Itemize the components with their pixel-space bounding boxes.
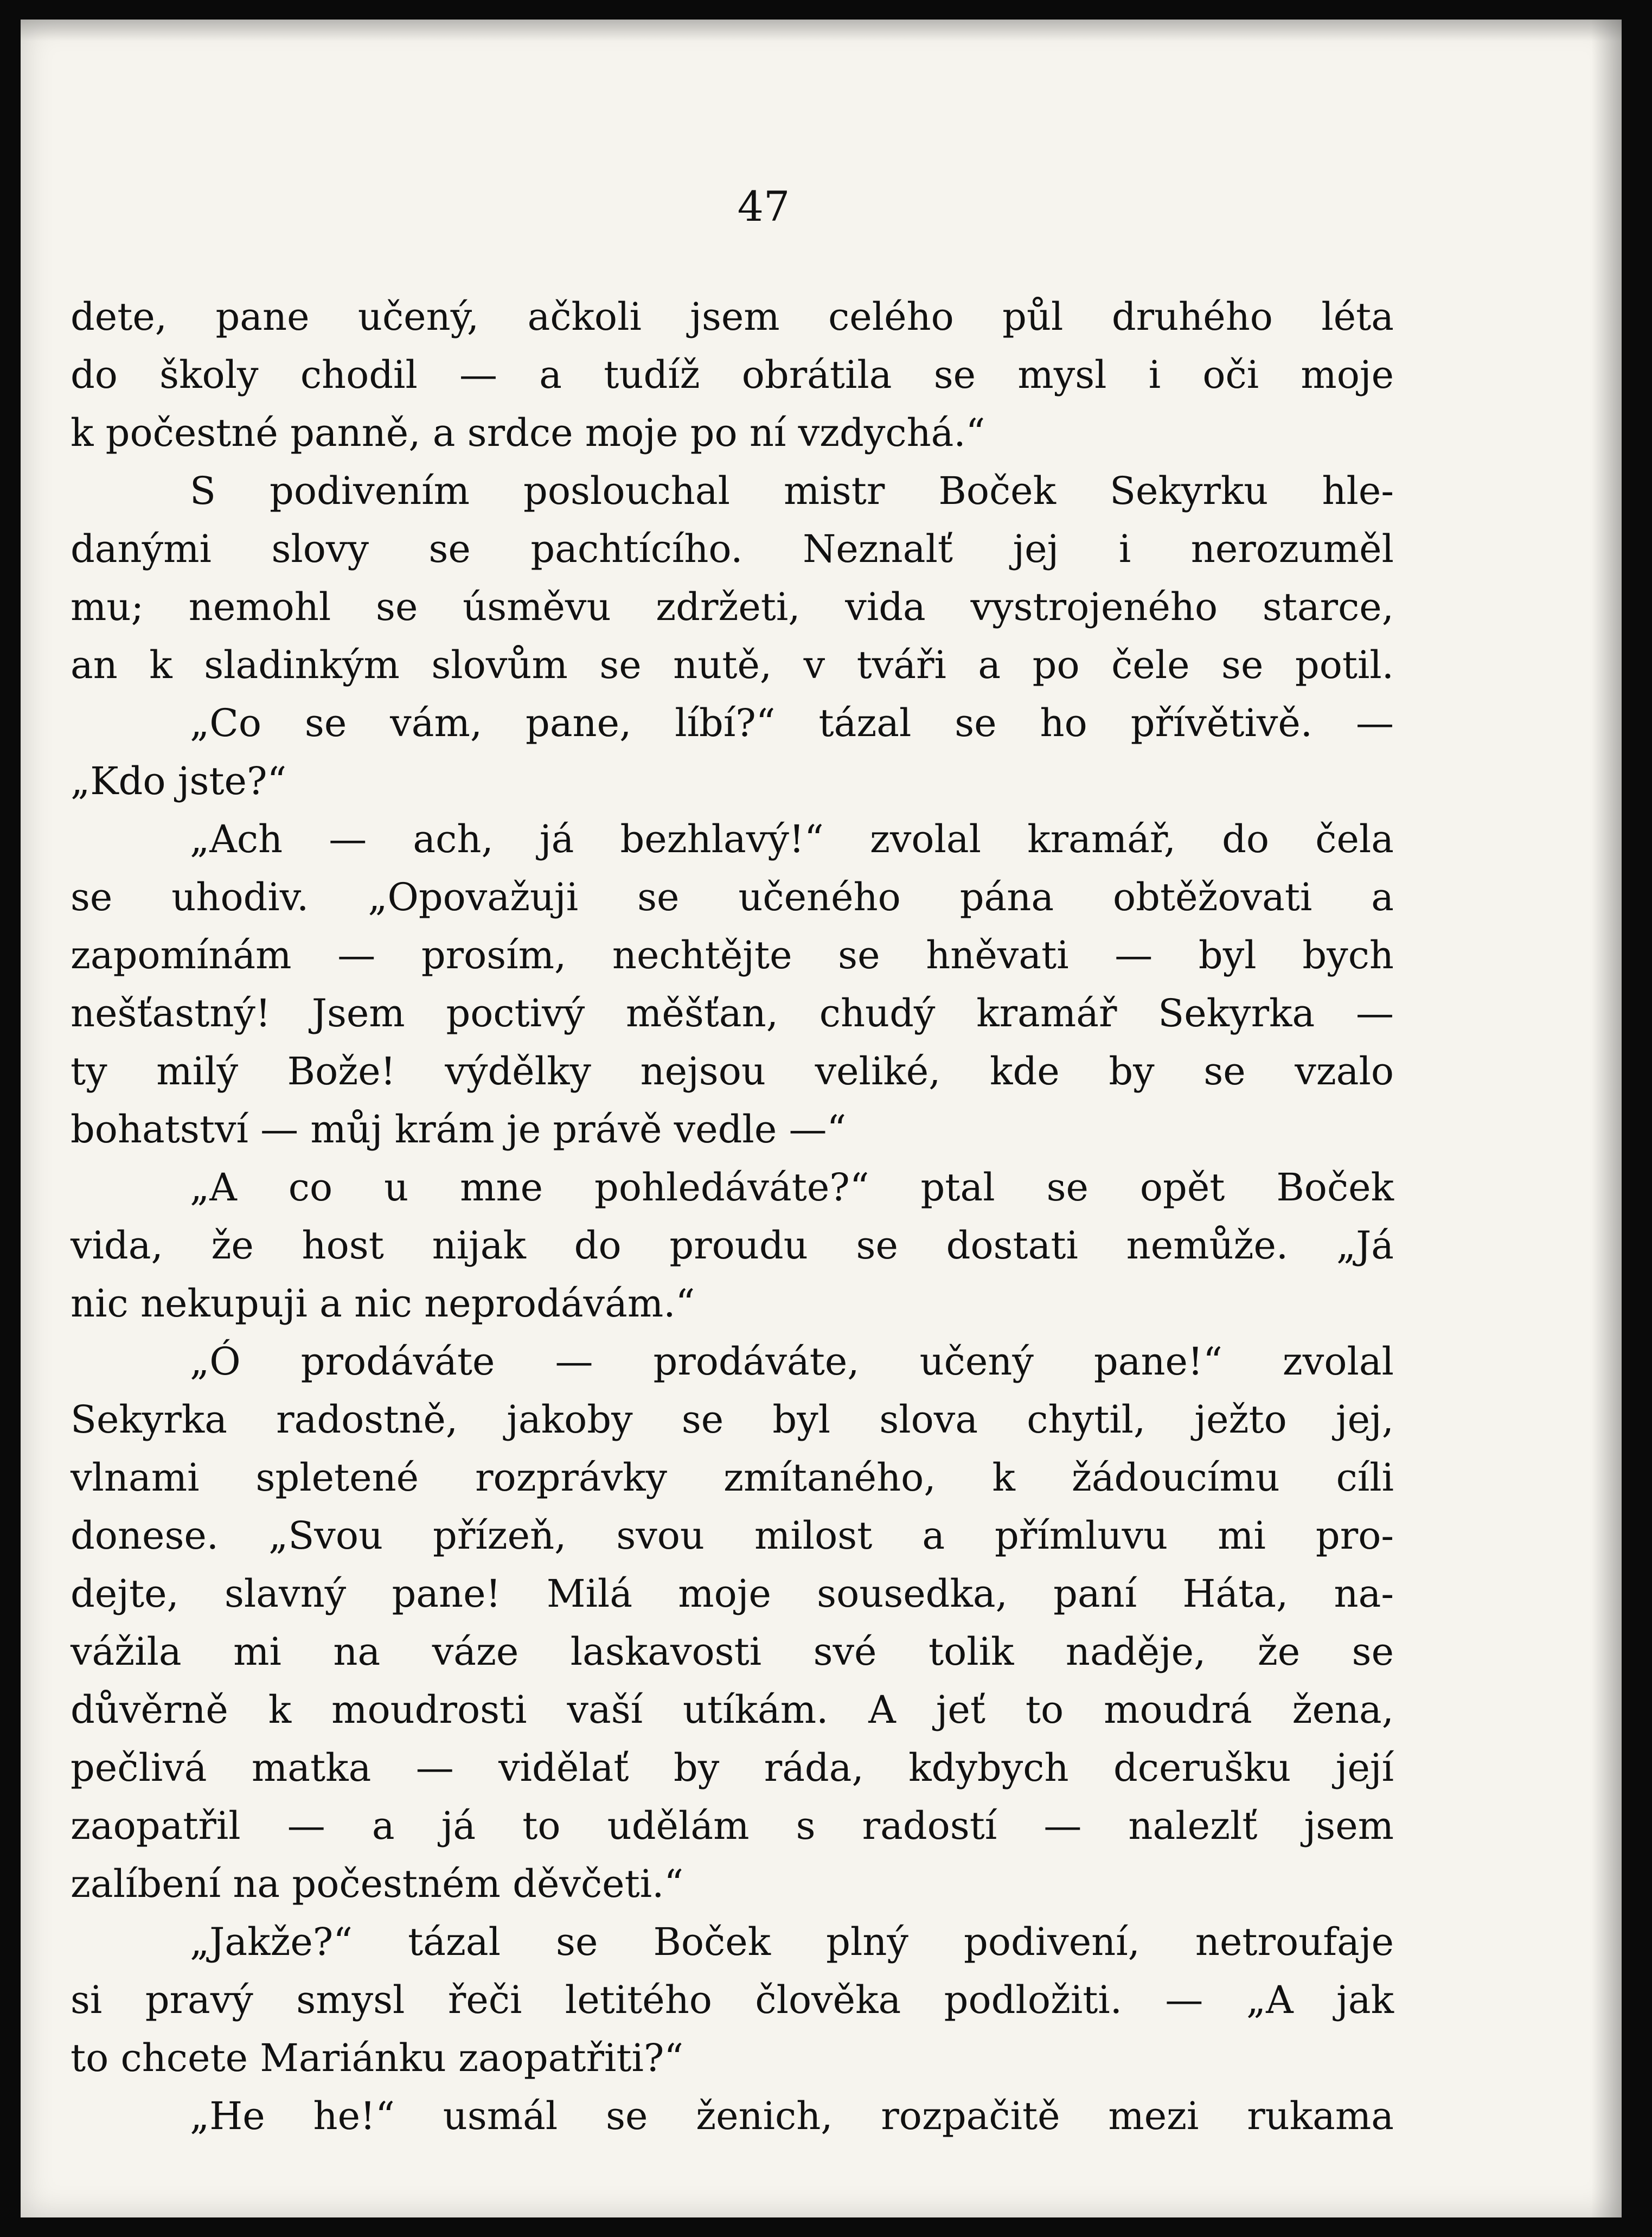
text-line: k počestné panně, a srdce moje po ní vzdychá.“: [71, 411, 985, 455]
text-line: „Co se vám, pane, líbí?“ tázal se ho přívětivě. —: [190, 701, 1394, 745]
text-line: to chcete Mariánku zaopatřiti?“: [71, 2036, 684, 2080]
book-page: [21, 20, 1622, 2217]
body-text: [71, 288, 1394, 2145]
text-line: nic nekupuji a nic neprodávám.“: [71, 1281, 695, 1326]
text-line: vida, že host nijak do proudu se dostati nemůže. „Já: [71, 1223, 1394, 1268]
page-shadow-top: [21, 20, 1622, 41]
text-line: vážila mi na váze laskavosti své tolik naděje, že se: [71, 1629, 1394, 1674]
text-line: „He he!“ usmál se ženich, rozpačitě mezi rukama: [190, 2094, 1394, 2138]
text-line: „Kdo jste?“: [71, 759, 287, 803]
text-line: dejte, slavný pane! Milá moje sousedka, paní Háta, na-: [71, 1571, 1394, 1616]
text-line: dete, pane učený, ačkoli jsem celého půl druhého léta: [71, 295, 1394, 339]
text-line: „A co u mne pohledáváte?“ ptal se opět Boček: [190, 1165, 1394, 1210]
text-line: bohatství — můj krám je právě vedle —“: [71, 1107, 847, 1152]
text-line: do školy chodil — a tudíž obrátila se mysl i oči moje: [71, 353, 1394, 397]
text-line: si pravý smysl řeči letitého člověka podložiti. — „A jak: [71, 1978, 1394, 2022]
page-shadow-right: [1591, 20, 1622, 2217]
text-line: zaopatřil — a já to udělám s radostí — nalezlť jsem: [71, 1804, 1394, 1848]
text-line: se uhodiv. „Opovažuji se učeného pána obtěžovati a: [71, 875, 1394, 919]
text-line: S podivením poslouchal mistr Boček Sekyrku hle-: [190, 469, 1394, 513]
text-line: ty milý Bože! výdělky nejsou veliké, kde by se vzalo: [71, 1049, 1394, 1094]
text-line: danými slovy se pachtícího. Neznalť jej i nerozuměl: [71, 527, 1394, 571]
page-number: 47: [737, 182, 790, 231]
text-line: důvěrně k moudrosti vaší utíkám. A jeť to moudrá žena,: [71, 1688, 1394, 1732]
text-line: Sekyrka radostně, jakoby se byl slova chytil, ježto jej,: [71, 1397, 1394, 1442]
text-line: vlnami spletené rozprávky zmítaného, k žádoucímu cíli: [71, 1455, 1394, 1500]
text-line: pečlivá matka — vidělať by ráda, kdybych dcerušku její: [71, 1746, 1394, 1790]
text-line: zalíbení na počestném děvčeti.“: [71, 1862, 684, 1906]
text-line: „Jakže?“ tázal se Boček plný podivení, netroufaje: [190, 1920, 1394, 1964]
text-line: an k sladinkým slovům se nutě, v tváři a po čele se potil.: [71, 643, 1394, 687]
text-line: zapomínám — prosím, nechtějte se hněvati — byl bych: [71, 933, 1394, 977]
text-line: „Ach — ach, já bezhlavý!“ zvolal kramář, do čela: [190, 817, 1394, 861]
text-line: „Ó prodáváte — prodáváte, učený pane!“ zvolal: [190, 1339, 1394, 1384]
text-line: donese. „Svou přízeň, svou milost a přímluvu mi pro-: [71, 1513, 1394, 1558]
text-line: nešťastný! Jsem poctivý měšťan, chudý kramář Sekyrka —: [71, 991, 1394, 1036]
text-line: mu; nemohl se úsměvu zdržeti, vida vystrojeného starce,: [71, 585, 1394, 629]
